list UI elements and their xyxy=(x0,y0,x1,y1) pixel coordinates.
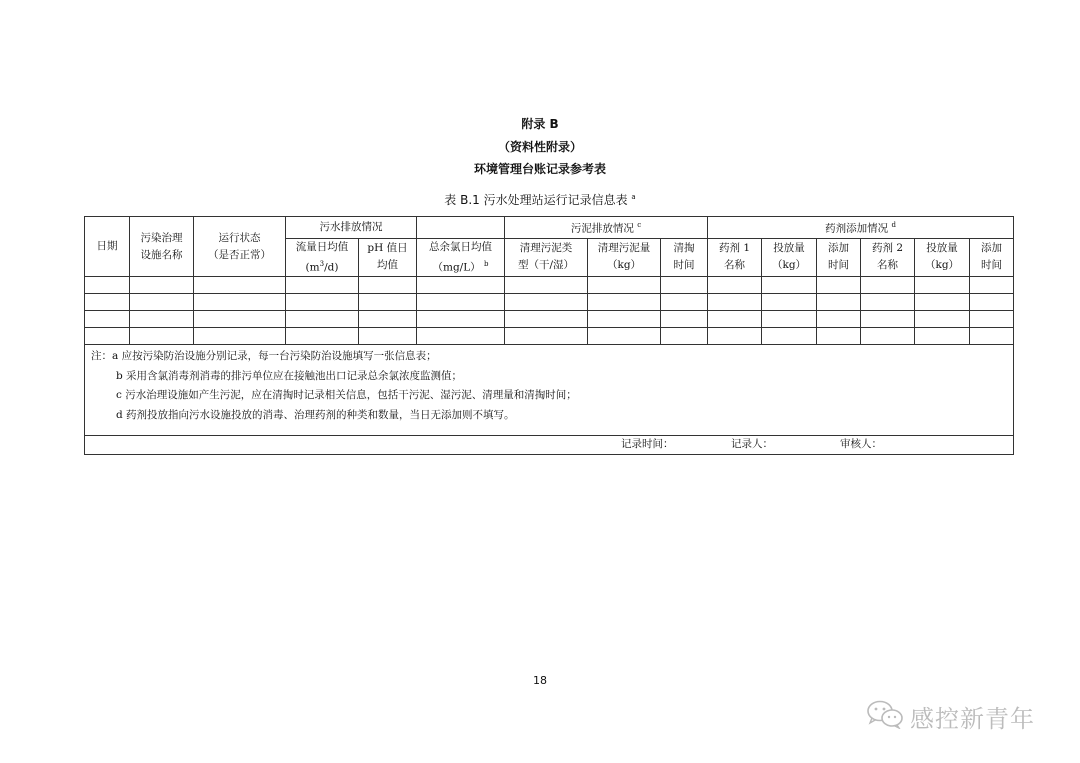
header-group-chem: 药剂添加情况 $^d$ xyxy=(708,217,1014,239)
appendix-type: （资料性附录） xyxy=(497,140,582,154)
record-table xyxy=(84,216,1014,455)
header-chem2: 药剂 2 名称 xyxy=(861,238,915,277)
header-facility: 污染治理 设施名称 xyxy=(130,217,194,277)
header-dose2: 投放量 （kg） xyxy=(915,238,970,277)
section-title: 环境管理台账记录参考表 xyxy=(473,162,606,176)
note-c: c 污水治理设施如产生污泥，应在清掏时记录相关信息，包括干污泥、湿污泥、清理量和清掏时间； xyxy=(116,389,577,401)
header-chem1: 药剂 1 名称 xyxy=(708,238,762,277)
header-sludge-type: 清理污泥类 型（干/湿） xyxy=(505,238,588,277)
record-time-label: 记录时间： xyxy=(621,438,674,450)
table-row xyxy=(85,277,1014,294)
table-row xyxy=(85,294,1014,311)
recorder-label: 记录人： xyxy=(731,438,773,450)
note-b: b 采用含氯消毒剂消毒的排污单位应在接触池出口记录总余氯浓度监测值； xyxy=(116,369,463,382)
appendix-title: 附录 B xyxy=(521,117,559,131)
table-notes xyxy=(85,345,1014,436)
note-a: 注：a 应按污染防治设施分别记录，每一台污染防治设施填写一张信息表； xyxy=(91,350,437,362)
note-d: d 药剂投放指向污水设施投放的消毒、治理药剂的种类和数量，当日无添加则不填写。 xyxy=(116,408,515,421)
header-group-sludge: 污泥排放情况 $^c$ xyxy=(505,217,708,239)
header-dose1: 投放量 （kg） xyxy=(762,238,817,277)
header-date: 日期 xyxy=(85,217,130,277)
reviewer-label: 审核人： xyxy=(840,438,882,450)
header-ph: pH 值日 均值 xyxy=(359,238,417,277)
header-status: 运行状态 （是否正常） xyxy=(194,217,286,277)
signature-row xyxy=(85,436,1014,455)
table-row xyxy=(85,328,1014,345)
watermark xyxy=(866,700,1035,732)
header-group-sewage: 污水排放情况 xyxy=(286,217,417,239)
header-add-time1: 添加 时间 xyxy=(817,238,861,277)
header-sludge-qty: 清理污泥量 （kg） xyxy=(588,238,661,277)
header-dredge-time: 清掏 时间 xyxy=(661,238,708,277)
header-group-blank xyxy=(417,217,505,239)
header-add-time2: 添加 时间 xyxy=(970,238,1014,277)
table-caption: 表 B.1 污水处理站运行记录信息表 $^a$ xyxy=(444,193,636,207)
watermark-text: 感控新青年 xyxy=(910,704,1035,733)
page-number: 18 xyxy=(533,674,547,687)
table-row xyxy=(85,311,1014,328)
wechat-icon xyxy=(866,699,904,733)
header-flow: 流量日均值 $(m^3/d)$ xyxy=(286,238,359,277)
header-chlorine: 总余氯日均值 （mg/L） $^b$ xyxy=(417,238,505,277)
